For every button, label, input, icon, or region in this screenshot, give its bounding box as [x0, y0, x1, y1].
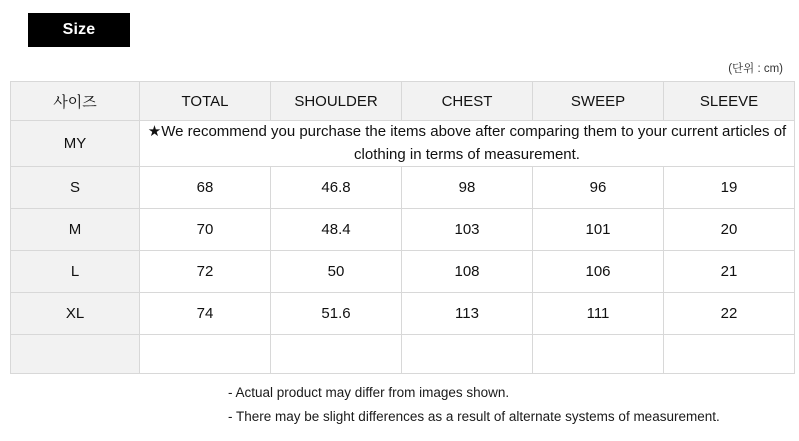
cell-empty-shoulder [271, 335, 402, 374]
column-header-shoulder: SHOULDER [271, 82, 402, 121]
size-table [10, 81, 795, 374]
recommendation-note: ★We recommend you purchase the items above after comparing them to your current articles of clothing in terms of measurement. [140, 121, 795, 167]
cell-empty-sleeve [664, 335, 795, 374]
cell-empty-chest [402, 335, 533, 374]
disclaimer-item: - Actual product may differ from images shown. [228, 385, 510, 400]
cell-m-sleeve: 20 [664, 209, 795, 251]
unit-note: (단위 : cm) [728, 63, 783, 75]
table-row [11, 293, 795, 335]
cell-xl-sweep: 111 [533, 293, 664, 335]
disclaimer-list [0, 381, 799, 428]
cell-l-total: 72 [140, 251, 271, 293]
row-label-m: M [11, 209, 140, 251]
cell-l-shoulder: 50 [271, 251, 402, 293]
column-header-chest: CHEST [402, 82, 533, 121]
table-body [11, 121, 795, 374]
cell-m-shoulder: 48.4 [271, 209, 402, 251]
table-row [11, 209, 795, 251]
disclaimer-item: - There may be slight differences as a result of alternate systems of measurement. [228, 408, 720, 424]
cell-l-sweep: 106 [533, 251, 664, 293]
cell-m-total: 70 [140, 209, 271, 251]
table-header-row [11, 82, 795, 121]
cell-xl-sleeve: 22 [664, 293, 795, 335]
cell-s-chest: 98 [402, 167, 533, 209]
cell-s-sweep: 96 [533, 167, 664, 209]
page-title: Size [28, 13, 130, 47]
table-row-empty [11, 335, 795, 374]
cell-xl-total: 74 [140, 293, 271, 335]
column-header-sweep: SWEEP [533, 82, 664, 121]
cell-empty-total [140, 335, 271, 374]
cell-xl-chest: 113 [402, 293, 533, 335]
column-header-total: TOTAL [140, 82, 271, 121]
column-header-sleeve: SLEEVE [664, 82, 795, 121]
table-row-my [11, 121, 795, 167]
cell-l-chest: 108 [402, 251, 533, 293]
cell-s-sleeve: 19 [664, 167, 795, 209]
cell-empty-sweep [533, 335, 664, 374]
cell-s-shoulder: 46.8 [271, 167, 402, 209]
row-label-xl: XL [11, 293, 140, 335]
cell-s-total: 68 [140, 167, 271, 209]
table-row [11, 251, 795, 293]
row-label-my: MY [11, 121, 140, 167]
cell-xl-shoulder: 51.6 [271, 293, 402, 335]
table-row [11, 167, 795, 209]
table-header [11, 82, 795, 121]
cell-m-chest: 103 [402, 209, 533, 251]
cell-l-sleeve: 21 [664, 251, 795, 293]
row-label-s: S [11, 167, 140, 209]
cell-m-sweep: 101 [533, 209, 664, 251]
row-label-l: L [11, 251, 140, 293]
column-header-size: 사이즈 [11, 82, 140, 121]
row-label-empty [11, 335, 140, 374]
